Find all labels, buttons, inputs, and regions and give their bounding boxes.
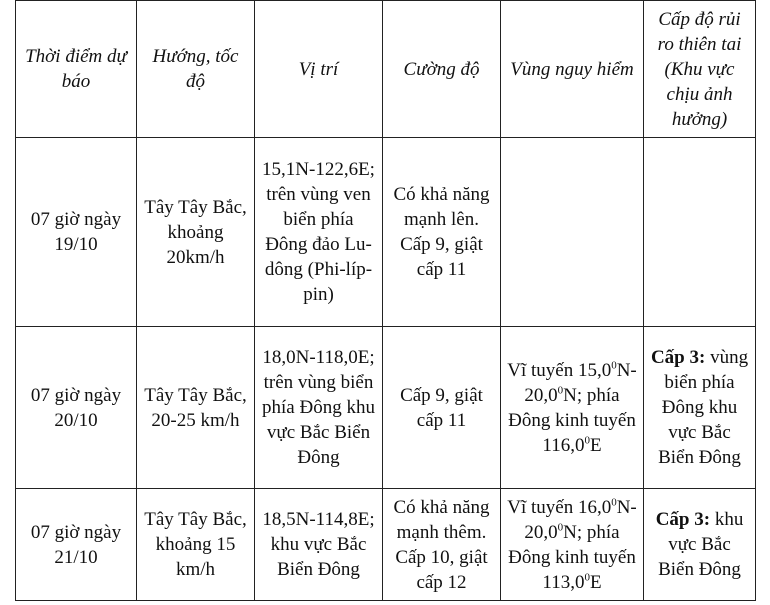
cell-danger-zone: Vĩ tuyến 15,0$^0$N-20,0$^0$N; phía Đông kinh tuyến 116,0$^0$E [501, 327, 644, 489]
cell-danger-zone: Vĩ tuyến 16,0$^0$N-20,0$^0$N; phía Đông kinh tuyến 113,0$^0$E [501, 489, 644, 601]
header-row [16, 1, 756, 138]
cell-time: 07 giờ ngày 19/10 [16, 138, 137, 327]
risk-area-text: vùng biển phía Đông khu vực Bắc Biển Đông [658, 347, 749, 468]
risk-level-label: Cấp 3: [650, 347, 706, 368]
cell-direction: Tây Tây Bắc, khoảng 15 km/h [137, 489, 255, 601]
cell-position: 15,1N-122,6E; trên vùng ven biển phía Đông đảo Lu-dông (Phi-líp-pin) [255, 138, 383, 327]
table-row [16, 489, 756, 601]
cell-position: 18,5N-114,8E; khu vực Bắc Biển Đông [255, 489, 383, 601]
forecast-table [15, 0, 756, 601]
cell-position: 18,0N-118,0E; trên vùng biển phía Đông khu vực Bắc Biển Đông [255, 327, 383, 489]
cell-intensity: Có khả năng mạnh lên. Cấp 9, giật cấp 11 [383, 138, 501, 327]
header-danger-zone: Vùng nguy hiểm [501, 1, 644, 138]
cell-time: 07 giờ ngày 20/10 [16, 327, 137, 489]
cell-time: 07 giờ ngày 21/10 [16, 489, 137, 601]
header-position: Vị trí [255, 1, 383, 138]
table-row [16, 138, 756, 327]
header-intensity: Cường độ [383, 1, 501, 138]
header-risk-level: Cấp độ rủi ro thiên tai (Khu vực chịu ảnh hưởng) [644, 1, 756, 138]
cell-risk-level [644, 327, 756, 489]
risk-area-text: khu vực Bắc Biển Đông [658, 509, 744, 580]
risk-level-label: Cấp 3: [655, 509, 711, 530]
cell-intensity: Cấp 9, giật cấp 11 [383, 327, 501, 489]
header-direction: Hướng, tốc độ [137, 1, 255, 138]
cell-risk-level [644, 489, 756, 601]
cell-risk-level [644, 138, 756, 327]
cell-intensity: Có khả năng mạnh thêm. Cấp 10, giật cấp 12 [383, 489, 501, 601]
cell-direction: Tây Tây Bắc, khoảng 20km/h [137, 138, 255, 327]
cell-direction: Tây Tây Bắc, 20-25 km/h [137, 327, 255, 489]
cell-danger-zone [501, 138, 644, 327]
header-time: Thời điểm dự báo [16, 1, 137, 138]
table-row [16, 327, 756, 489]
